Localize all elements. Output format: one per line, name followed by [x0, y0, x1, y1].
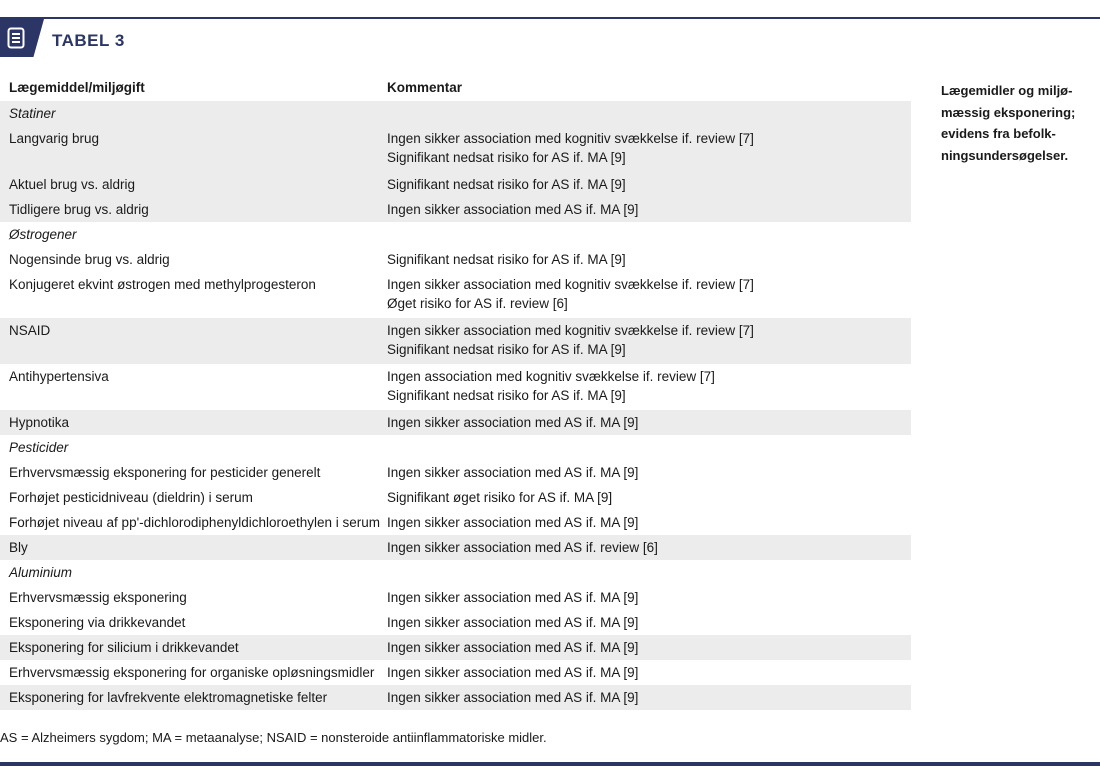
table-caption: [941, 80, 1091, 166]
data-table: [0, 77, 911, 710]
comment-cell: [387, 130, 907, 167]
substance-cell: Antihypertensiva: [9, 369, 109, 384]
comment-line: Ingen sikker association med AS if. MA [9]: [387, 665, 639, 680]
comment-cell: [387, 639, 907, 658]
substance-cell: Forhøjet pesticidniveau (dieldrin) i serum: [9, 490, 253, 505]
group-label: Østrogener: [9, 227, 77, 242]
table-row: [0, 197, 911, 222]
table-row: [0, 685, 911, 710]
substance-cell: Eksponering for silicium i drikkevandet: [9, 640, 239, 655]
substance-cell: Aktuel brug vs. aldrig: [9, 177, 136, 192]
group-label: Aluminium: [9, 565, 73, 580]
comment-line: Ingen sikker association med AS if. MA [9]: [387, 615, 639, 630]
comment-line: Signifikant øget risiko for AS if. MA [9]: [387, 490, 613, 505]
comment-line: Ingen sikker association med AS if. MA [9]: [387, 515, 639, 530]
comment-line: Ingen sikker association med AS if. review [6]: [387, 540, 658, 555]
comment-cell: [387, 322, 907, 359]
comment-cell: [387, 276, 907, 313]
comment-line: Ingen sikker association med kognitiv svækkelse if. review [7]: [387, 277, 754, 292]
group-header-row: [0, 101, 911, 126]
group-header-row: [0, 435, 911, 460]
substance-cell: Forhøjet niveau af pp'-dichlorodiphenyldichloroethylen i serum: [9, 515, 381, 530]
comment-cell: [387, 514, 907, 533]
comment-cell: [387, 589, 907, 608]
comment-line: Signifikant nedsat risiko for AS if. MA [9]: [387, 387, 626, 403]
caption-line: evidens fra befolk-: [941, 126, 1056, 141]
comment-cell: [387, 539, 907, 558]
table-row: [0, 635, 911, 660]
comment-cell: [387, 251, 907, 270]
table-row: [0, 485, 911, 510]
comment-cell: [387, 689, 907, 708]
comment-cell: [387, 614, 907, 633]
group-header-row: [0, 560, 911, 585]
substance-cell: Eksponering via drikkevandet: [9, 615, 186, 630]
comment-line: Ingen sikker association med AS if. MA [9]: [387, 465, 639, 480]
comment-line: Ingen sikker association med AS if. MA [9]: [387, 415, 639, 430]
table-row: [0, 410, 911, 435]
comment-cell: [387, 464, 907, 483]
substance-cell: Langvarig brug: [9, 131, 100, 146]
bottom-rule: [0, 762, 1100, 766]
substance-cell: Erhvervsmæssig eksponering: [9, 590, 187, 605]
group-label: Pesticider: [9, 440, 69, 455]
substance-cell: Eksponering for lavfrekvente elektromagnetiske felter: [9, 690, 328, 705]
table-row: [0, 585, 911, 610]
table-row: [0, 510, 911, 535]
table-row: [0, 247, 911, 272]
caption-line: Lægemidler og miljø-: [941, 83, 1073, 98]
table-row: [0, 460, 911, 485]
table-row: [0, 364, 911, 410]
comment-line: Ingen sikker association med kognitiv svækkelse if. review [7]: [387, 131, 754, 146]
table-header: [0, 19, 1100, 61]
table-row: [0, 535, 911, 560]
substance-cell: Hypnotika: [9, 415, 70, 430]
group-header-row: [0, 222, 911, 247]
table-row: [0, 610, 911, 635]
comment-line: Ingen sikker association med kognitiv svækkelse if. review [7]: [387, 323, 754, 338]
substance-cell: Konjugeret ekvint østrogen med methylprogesteron: [9, 277, 316, 292]
comment-line: Signifikant nedsat risiko for AS if. MA [9]: [387, 341, 626, 357]
comment-cell: [387, 414, 907, 433]
table-row: [0, 660, 911, 685]
comment-line: Øget risiko for AS if. review [6]: [387, 295, 568, 311]
table-footnote: AS = Alzheimers sygdom; MA = metaanalyse; NSAID = nonsteroide antiinflammatoriske midler.: [0, 730, 547, 745]
document-list-icon: [7, 27, 27, 49]
table-row: [0, 126, 911, 172]
substance-cell: Erhvervsmæssig eksponering for organiske opløsningsmidler: [9, 665, 375, 680]
table-row: [0, 318, 911, 364]
substance-cell: Nogensinde brug vs. aldrig: [9, 252, 170, 267]
table-badge: [0, 19, 44, 57]
comment-line: Ingen sikker association med AS if. MA [9]: [387, 202, 639, 217]
table-title: TABEL 3: [52, 31, 125, 50]
comment-line: Ingen sikker association med AS if. MA [9]: [387, 640, 639, 655]
caption-line: mæssig eksponering;: [941, 104, 1076, 120]
column-header-substance: Lægemiddel/miljøgift: [9, 80, 145, 95]
caption-line: ningsundersøgelser.: [941, 147, 1069, 163]
comment-line: Signifikant nedsat risiko for AS if. MA [9]: [387, 149, 626, 165]
group-label: Statiner: [9, 106, 56, 121]
comment-cell: [387, 368, 907, 405]
table-row: [0, 172, 911, 197]
comment-line: Signifikant nedsat risiko for AS if. MA [9]: [387, 252, 626, 267]
comment-line: Signifikant nedsat risiko for AS if. MA [9]: [387, 177, 626, 192]
substance-cell: Tidligere brug vs. aldrig: [9, 202, 149, 217]
comment-line: Ingen sikker association med AS if. MA [9]: [387, 590, 639, 605]
table-head: [0, 77, 911, 101]
substance-cell: NSAID: [9, 323, 51, 338]
comment-cell: [387, 176, 907, 195]
comment-cell: [387, 201, 907, 220]
substance-cell: Erhvervsmæssig eksponering for pesticider generelt: [9, 465, 321, 480]
comment-line: Ingen association med kognitiv svækkelse if. review [7]: [387, 369, 715, 384]
comment-line: Ingen sikker association med AS if. MA [9]: [387, 690, 639, 705]
table-body: [0, 101, 911, 710]
comment-cell: [387, 489, 907, 508]
table-row: [0, 272, 911, 318]
comment-cell: [387, 664, 907, 683]
column-header-comment: Kommentar: [387, 80, 463, 95]
substance-cell: Bly: [9, 540, 28, 555]
